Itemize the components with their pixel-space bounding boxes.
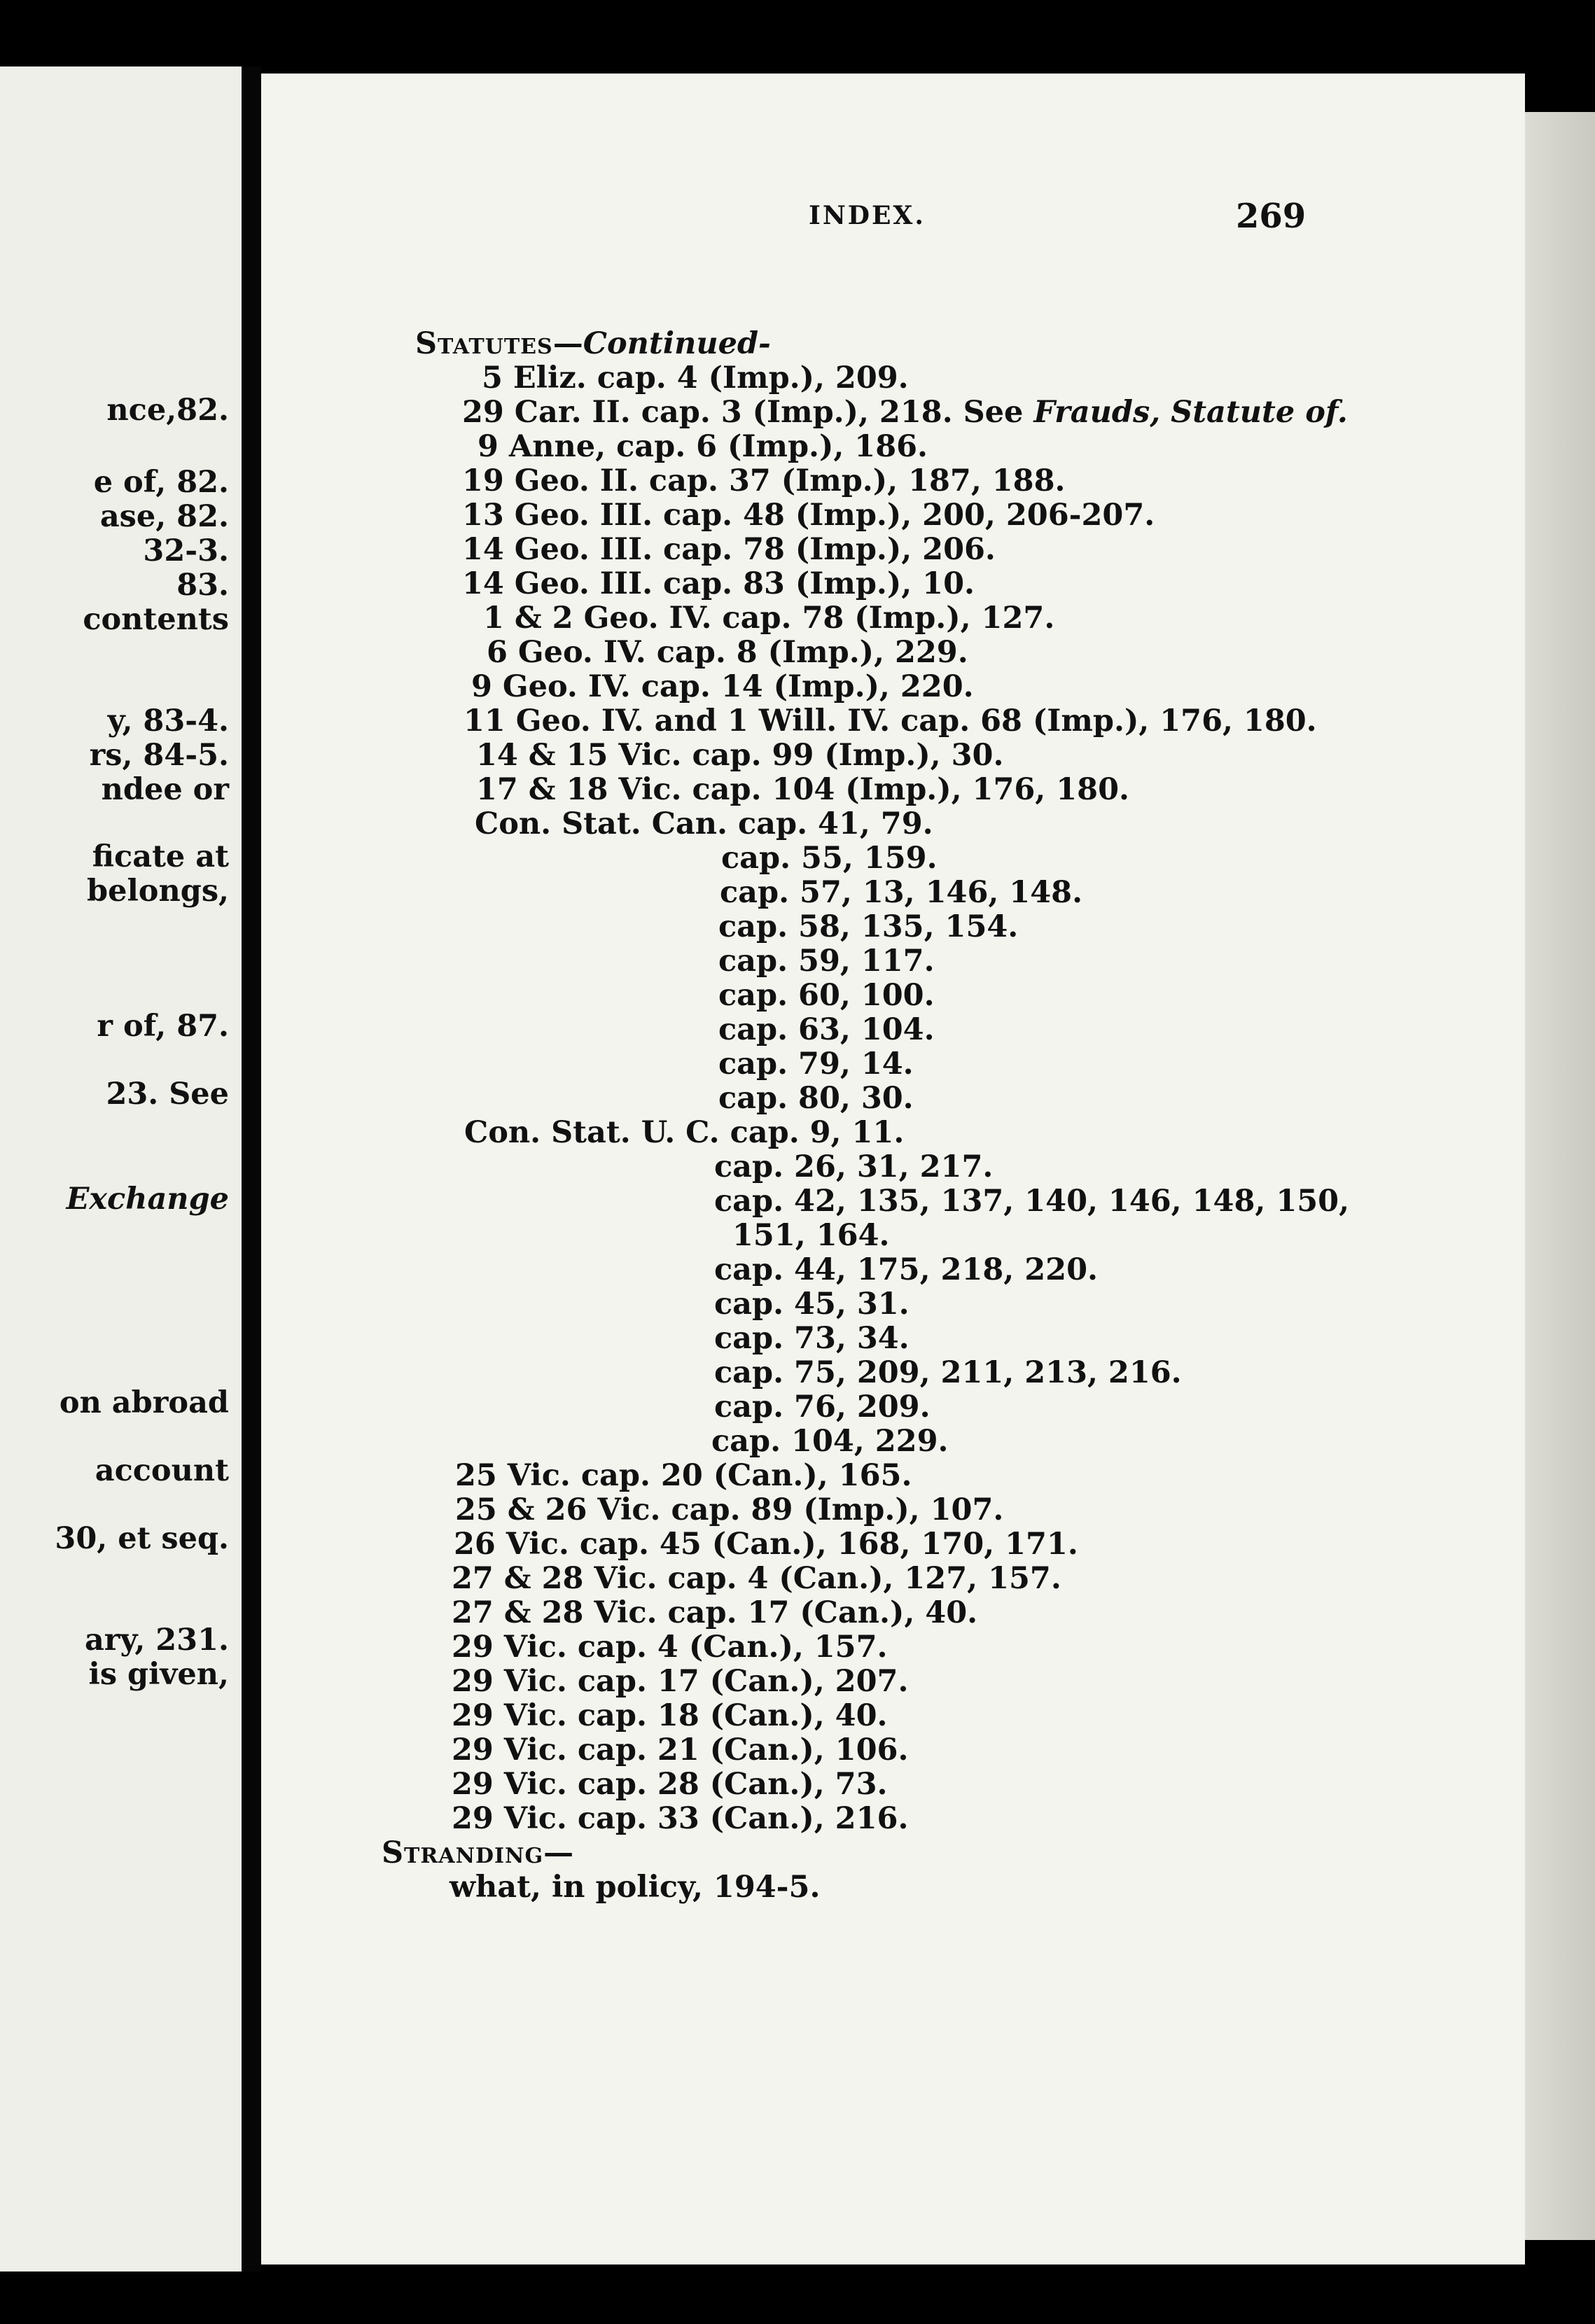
index-entry: 25 & 26 Vic. cap. 89 (Imp.), 107. [455, 1492, 1004, 1527]
left-fragment: 83. [176, 568, 229, 603]
index-entry [462, 395, 1348, 430]
index-entry: cap. 76, 209. [714, 1390, 931, 1424]
index-entry: 11 Geo. IV. and 1 Will. IV. cap. 68 (Imp.), 176, 180. [464, 704, 1317, 738]
index-entry: 13 Geo. III. cap. 48 (Imp.), 200, 206-207. [462, 498, 1155, 533]
index-entry: cap. 80, 30. [718, 1081, 914, 1116]
index-entry: 29 Vic. cap. 28 (Can.), 73. [452, 1767, 888, 1802]
index-entry: cap. 42, 135, 137, 140, 146, 148, 150, [714, 1184, 1350, 1219]
entry-text: 29 Car. II. cap. 3 (Imp.), 218. See [462, 395, 1034, 430]
left-fragment: ndee or [101, 772, 229, 807]
index-entry: cap. 60, 100. [718, 978, 935, 1013]
index-entry: 151, 164. [732, 1218, 890, 1253]
index-entry: 26 Vic. cap. 45 (Can.), 168, 170, 171. [454, 1527, 1078, 1562]
book-gutter [242, 66, 261, 2272]
page-edge-shadow [1525, 112, 1595, 2240]
index-heading: Statutes—Continued- [415, 326, 771, 361]
index-entry: 29 Vic. cap. 17 (Can.), 207. [452, 1664, 909, 1699]
left-fragment: on abroad [59, 1385, 229, 1420]
left-fragment: account [95, 1453, 229, 1488]
index-entry: cap. 45, 31. [714, 1287, 910, 1322]
index-entry: 29 Vic. cap. 18 (Can.), 40. [452, 1698, 888, 1733]
index-entry: 19 Geo. II. cap. 37 (Imp.), 187, 188. [462, 463, 1066, 498]
left-fragment: 32-3. [143, 533, 229, 568]
index-entry: 14 & 15 Vic. cap. 99 (Imp.), 30. [476, 738, 1004, 773]
index-entry: cap. 104, 229. [711, 1424, 949, 1459]
page-number: 269 [1236, 197, 1307, 236]
scan-speck [352, 6, 358, 21]
index-entry: cap. 57, 13, 146, 148. [720, 875, 1083, 910]
left-fragment: 23. See [106, 1077, 229, 1112]
left-fragment: ary, 231. [84, 1623, 229, 1658]
index-entry: what, in policy, 194-5. [450, 1870, 821, 1905]
index-entry: 14 Geo. III. cap. 83 (Imp.), 10. [462, 566, 975, 601]
left-fragment: 30, et seq. [55, 1521, 229, 1556]
index-entry: cap. 59, 117. [718, 944, 935, 979]
index-entry: cap. 73, 34. [714, 1321, 910, 1356]
index-entry: 5 Eliz. cap. 4 (Imp.), 209. [482, 360, 909, 396]
index-entry: 1 & 2 Geo. IV. cap. 78 (Imp.), 127. [483, 601, 1055, 636]
index-entry: cap. 79, 14. [718, 1046, 914, 1082]
index-entry: 27 & 28 Vic. cap. 4 (Can.), 127, 157. [452, 1561, 1061, 1596]
index-entry: cap. 58, 135, 154. [718, 909, 1019, 944]
left-fragment: ase, 82. [99, 499, 229, 534]
index-entry: 9 Geo. IV. cap. 14 (Imp.), 220. [471, 669, 974, 704]
left-fragment: rs, 84-5. [89, 738, 229, 773]
left-fragment: Exchange [66, 1182, 229, 1217]
left-fragment: is given, [88, 1657, 229, 1692]
index-entry: 27 & 28 Vic. cap. 17 (Can.), 40. [452, 1595, 978, 1630]
left-fragment: contents [83, 602, 229, 637]
left-fragment: y, 83-4. [107, 704, 229, 738]
left-fragment: ficate at [92, 839, 229, 874]
index-entry: 25 Vic. cap. 20 (Can.), 165. [455, 1458, 912, 1493]
heading-label: Stranding [382, 1835, 544, 1870]
index-entry: Con. Stat. U. C. cap. 9, 11. [464, 1115, 905, 1150]
running-head: INDEX. [809, 201, 926, 230]
index-entry: cap. 26, 31, 217. [714, 1149, 994, 1184]
index-entry: 17 & 18 Vic. cap. 104 (Imp.), 176, 180. [476, 772, 1129, 807]
index-entry: cap. 75, 209, 211, 213, 216. [714, 1355, 1182, 1390]
index-entry: cap. 44, 175, 218, 220. [714, 1252, 1098, 1287]
index-entry: 29 Vic. cap. 4 (Can.), 157. [452, 1630, 888, 1665]
heading-suffix: Continued- [583, 326, 771, 361]
index-heading: Stranding— [382, 1835, 574, 1870]
left-fragment: belongs, [87, 874, 229, 909]
index-entry: 6 Geo. IV. cap. 8 (Imp.), 229. [487, 635, 968, 670]
index-entry: cap. 63, 104. [718, 1012, 935, 1047]
left-fragment: nce,82. [106, 393, 229, 428]
index-entry: 29 Vic. cap. 33 (Can.), 216. [452, 1801, 909, 1836]
facing-page-left [0, 66, 242, 2272]
index-entry: 29 Vic. cap. 21 (Can.), 106. [452, 1732, 909, 1768]
index-entry: cap. 55, 159. [721, 841, 938, 876]
heading-label: Statutes [415, 326, 553, 361]
index-entry: Con. Stat. Can. cap. 41, 79. [475, 806, 933, 841]
left-fragment: r of, 87. [97, 1009, 229, 1044]
cross-reference: Frauds, Statute of. [1033, 395, 1348, 430]
index-entry: 14 Geo. III. cap. 78 (Imp.), 206. [462, 532, 996, 567]
index-entry: 9 Anne, cap. 6 (Imp.), 186. [478, 429, 928, 464]
left-fragment: e of, 82. [93, 465, 229, 500]
